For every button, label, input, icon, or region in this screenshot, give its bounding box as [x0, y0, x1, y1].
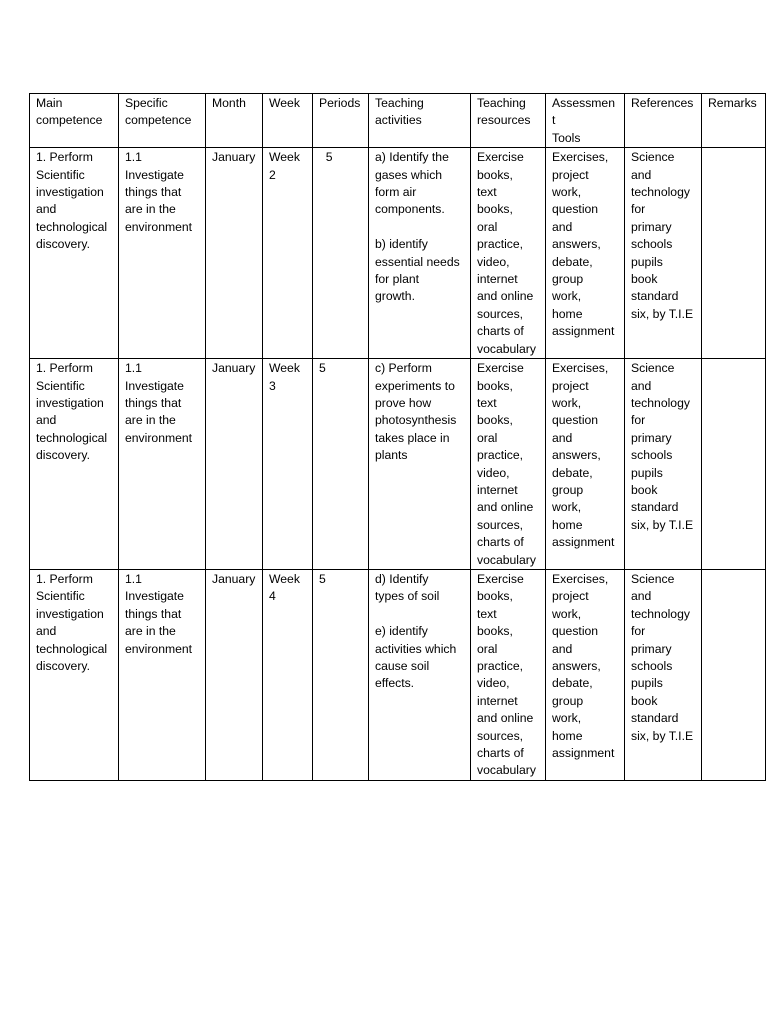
cell-week: Week 3 [263, 359, 313, 570]
cell-month: January [206, 359, 263, 570]
header-periods: Periods [313, 94, 369, 148]
cell-assessment-tools: Exercises, project work, question and answers, debate, group work, home assignment [546, 359, 625, 570]
cell-teaching-resources: Exercise books, text books, oral practice, video, internet and online sources, charts of vocabulary [471, 359, 546, 570]
cell-periods: 5 [313, 569, 369, 780]
header-main-competence: Main competence [30, 94, 119, 148]
scheme-of-work-table [29, 93, 766, 781]
cell-month: January [206, 569, 263, 780]
cell-week: Week 4 [263, 569, 313, 780]
header-references: References [625, 94, 702, 148]
cell-remarks [702, 148, 766, 359]
cell-specific-competence: 1.1 Investigate things that are in the environment [119, 359, 206, 570]
cell-teaching-resources: Exercise books, text books, oral practice, video, internet and online sources, charts of vocabulary [471, 569, 546, 780]
cell-references: Science and technology for primary schools pupils book standard six, by T.I.E [625, 148, 702, 359]
cell-teaching-activities: a) Identify the gases which form air components. b) identify essential needs for plant growth. [369, 148, 471, 359]
header-teaching-activities: Teaching activities [369, 94, 471, 148]
cell-references: Science and technology for primary schools pupils book standard six, by T.I.E [625, 359, 702, 570]
table-row [30, 148, 766, 359]
cell-teaching-activities: c) Perform experiments to prove how photosynthesis takes place in plants [369, 359, 471, 570]
cell-periods: 5 [313, 148, 369, 359]
cell-remarks [702, 569, 766, 780]
cell-remarks [702, 359, 766, 570]
cell-assessment-tools: Exercises, project work, question and answers, debate, group work, home assignment [546, 569, 625, 780]
cell-specific-competence: 1.1 Investigate things that are in the environment [119, 148, 206, 359]
header-teaching-resources: Teaching resources [471, 94, 546, 148]
table-row [30, 359, 766, 570]
cell-teaching-resources: Exercise books, text books, oral practice, video, internet and online sources, charts of vocabulary [471, 148, 546, 359]
cell-week: Week 2 [263, 148, 313, 359]
header-assessment-tools: Assessment Tools [546, 94, 625, 148]
header-specific-competence: Specific competence [119, 94, 206, 148]
cell-assessment-tools: Exercises, project work, question and answers, debate, group work, home assignment [546, 148, 625, 359]
cell-main-competence: 1. Perform Scientific investigation and technological discovery. [30, 569, 119, 780]
cell-periods: 5 [313, 359, 369, 570]
cell-main-competence: 1. Perform Scientific investigation and technological discovery. [30, 359, 119, 570]
cell-specific-competence: 1.1 Investigate things that are in the environment [119, 569, 206, 780]
cell-main-competence: 1. Perform Scientific investigation and technological discovery. [30, 148, 119, 359]
header-week: Week [263, 94, 313, 148]
table-header-row [30, 94, 766, 148]
header-remarks: Remarks [702, 94, 766, 148]
header-month: Month [206, 94, 263, 148]
table-row [30, 569, 766, 780]
cell-month: January [206, 148, 263, 359]
cell-teaching-activities: d) Identify types of soil e) identify activities which cause soil effects. [369, 569, 471, 780]
cell-references: Science and technology for primary schools pupils book standard six, by T.I.E [625, 569, 702, 780]
